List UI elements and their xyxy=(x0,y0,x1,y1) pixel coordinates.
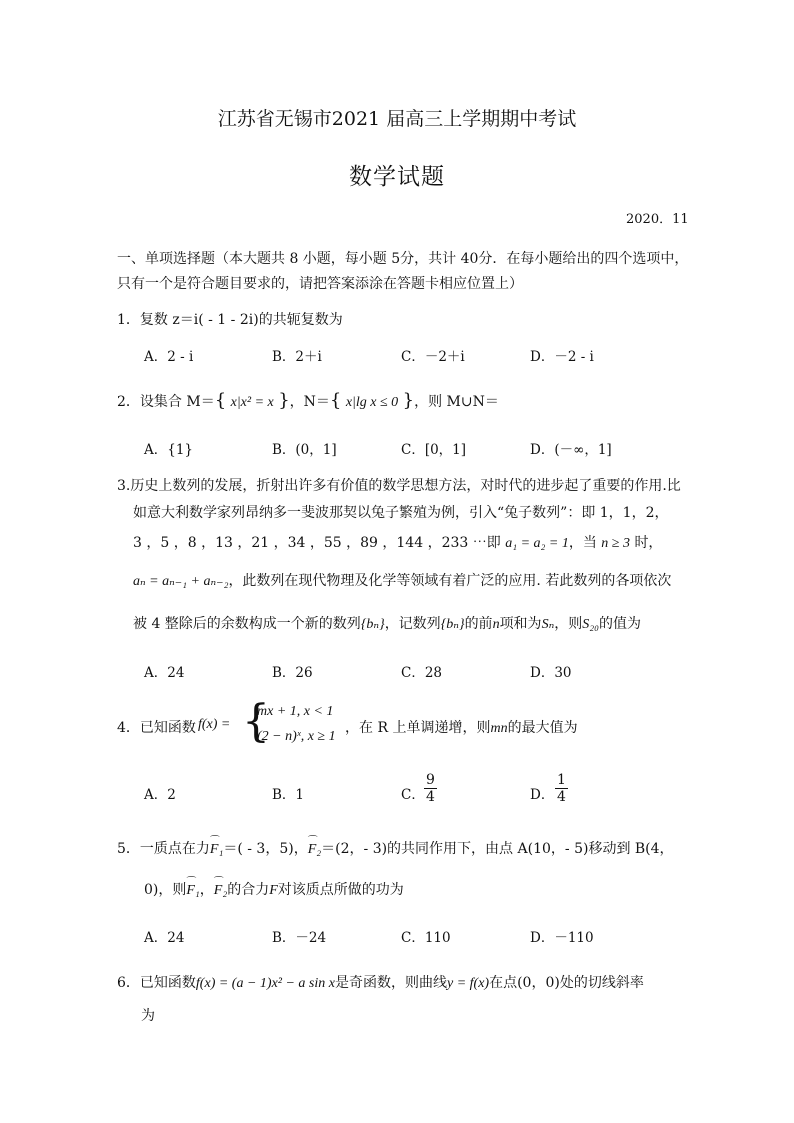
q3-option-a: A．24 xyxy=(144,665,185,681)
q5-line1-a: 5．一质点在力 xyxy=(117,841,210,857)
q6-stem-start: 6．已知函数 xyxy=(117,975,196,991)
q2-set-n: x|lg x ≤ 0 xyxy=(345,395,399,410)
q2-brace-close-2: } xyxy=(402,390,415,411)
q3-line4-text: ，此数列在现代物理及化学等领域有着广泛的应用. 若此数列的各项依次 xyxy=(228,573,672,589)
q4-mn: mn xyxy=(490,721,508,736)
q5-option-a: A．24 xyxy=(144,930,185,946)
q3-line5-d: 项和为 xyxy=(499,616,542,632)
q5-line2-sep: ， xyxy=(199,882,214,898)
q6-line2: 为 xyxy=(141,1008,155,1024)
q6-stem-end: 在点(0，0)处的切线斜率 xyxy=(489,975,644,991)
q3-line3-end: 时， xyxy=(634,535,663,551)
q5-line2-c: 对该质点所做的功为 xyxy=(277,882,404,898)
q4-option-d-den: 4 xyxy=(557,789,566,805)
q5-option-b: B．－24 xyxy=(272,930,327,946)
section-instructions-line2: 只有一个是符合题目要求的，请把答案添涂在答题卡相应位置上） xyxy=(117,276,523,292)
q5-vector-f1: ⌒ F₁ xyxy=(210,842,223,858)
exam-subtitle: 数学试题 xyxy=(349,164,445,190)
q1-stem: 1．复数 z＝i( - 1 - 2i)的共轭复数为 xyxy=(117,312,343,328)
exam-title: 江苏省无锡市2021 届高三上学期期中考试 xyxy=(217,108,577,130)
q2-option-c: C．[0，1] xyxy=(401,442,467,458)
q5-vector-f2-ref: ⌒ F₂ xyxy=(214,883,227,899)
q2-mid: ，N＝ xyxy=(289,394,330,410)
q2-brace-close: } xyxy=(278,390,290,411)
exam-date: 2020．11 xyxy=(626,212,689,227)
q1-option-c: C．－2＋i xyxy=(401,349,465,365)
q4-stem-end: 的最大值为 xyxy=(507,720,578,736)
q2-brace-open: { xyxy=(214,390,227,411)
q6-stem xyxy=(117,972,644,992)
q6-stem-mid: 是奇函数，则曲线 xyxy=(334,975,447,991)
q3-condition: n ≥ 3 xyxy=(601,536,630,551)
q4-case-2: (2 − n)ˣ, x ≥ 1 xyxy=(257,729,336,744)
q6-curve: y = f(x) xyxy=(446,976,490,991)
q4-stem-start: 4．已知函数 xyxy=(117,720,196,736)
q2-option-a: A．{1} xyxy=(144,442,194,458)
section-instructions-line1: 一、单项选择题（本大题共 8 小题，每小题 5分，共计 40分．在每小题给出的四个选项中， xyxy=(117,251,689,267)
q4-option-c-den: 4 xyxy=(426,789,435,805)
q3-line3-mid: ，当 xyxy=(568,535,597,551)
q2-stem-end: ，则 M∪N＝ xyxy=(414,394,499,410)
q3-s20: S₂₀ xyxy=(582,617,599,632)
q5-resultant-f: F xyxy=(269,883,278,898)
q4-option-d-num: 1 xyxy=(557,772,566,788)
q3-line5-b: ，记数列 xyxy=(384,616,441,632)
q3-bn: {bₙ} xyxy=(360,617,385,632)
q5-line2 xyxy=(144,879,404,899)
q2-stem-start: 2．设集合 M＝ xyxy=(117,394,215,410)
q1-option-d: D．－2 - i xyxy=(530,349,594,365)
q3-initial-terms: a₁ = a₂ = 1 xyxy=(505,536,569,551)
q5-vector-f2: ⌒ F₂ xyxy=(308,842,321,858)
q3-sn: Sₙ xyxy=(541,617,555,632)
q3-line1: 3.历史上数列的发展，折射出许多有价值的数学思想方法，对时代的进步起了重要的作用.比 xyxy=(117,478,681,494)
q2-option-b: B．(0，1] xyxy=(272,442,337,458)
q4-option-c-label: C． xyxy=(401,787,425,803)
q3-line4 xyxy=(133,570,671,590)
q3-line5-e: ，则 xyxy=(554,616,583,632)
q4-option-b: B．1 xyxy=(272,787,305,803)
q3-option-d: D．30 xyxy=(530,665,572,681)
q4-option-c-num: 9 xyxy=(426,772,435,788)
q3-sequence: 3 ，5 ，8 ，13 ，21 ，34 ，55 ，89 ，144 ，233 ⋯即 xyxy=(133,535,501,551)
q2-stem xyxy=(117,390,499,411)
q5-line1-b: ＝( - 3，5)， xyxy=(223,841,308,857)
q4-fx: f(x) = xyxy=(198,717,231,732)
q5-line1-c: ＝(2，- 3)的共同作用下，由点 A(10，- 5)移动到 B(4， xyxy=(321,841,674,857)
q5-line2-a: 0)，则 xyxy=(144,882,187,898)
q3-line5-c: 的前 xyxy=(464,616,493,632)
q5-line2-b: 的合力 xyxy=(227,882,270,898)
q6-function: f(x) = (a − 1)x² − a sin x xyxy=(195,976,335,991)
q3-recurrence: aₙ = aₙ₋₁ + aₙ₋₂ xyxy=(133,574,229,589)
q4-option-d-label: D． xyxy=(530,787,555,803)
q3-bn-2: {bₙ} xyxy=(440,617,465,632)
q4-option-a: A．2 xyxy=(144,787,176,803)
q3-line5-f: 的值为 xyxy=(598,616,641,632)
q5-option-c: C．110 xyxy=(401,930,451,946)
q2-set-m: x|x² = x xyxy=(230,395,274,410)
q3-line3 xyxy=(133,532,662,552)
q5-line1 xyxy=(117,838,674,858)
q2-brace-open-2: { xyxy=(329,390,342,411)
q3-option-c: C．28 xyxy=(401,665,443,681)
q4-piecewise-brace: { xyxy=(242,696,270,747)
q4-option-d-fraction xyxy=(555,772,568,805)
q4-stem-rest xyxy=(345,717,578,737)
q3-line2: 如意大利数学家列昂纳多一斐波那契以兔子繁殖为例，引入“兔子数列”：即 1，1，2， xyxy=(133,505,669,521)
q3-line5-a: 被 4 整除后的余数构成一个新的数列 xyxy=(133,616,361,632)
q3-option-b: B．26 xyxy=(272,665,313,681)
q1-option-a: A．2 - i xyxy=(144,349,194,365)
q4-stem-mid: ，在 R 上单调递增，则 xyxy=(345,720,491,736)
q3-line5 xyxy=(133,613,641,633)
q4-case-1: mx + 1, x < 1 xyxy=(257,704,334,719)
q3-n: n xyxy=(492,617,500,632)
q5-option-d: D．－110 xyxy=(530,930,594,946)
q2-option-d: D．(－∞，1] xyxy=(530,442,612,458)
q5-vector-f1-ref: ⌒ F₁ xyxy=(186,883,199,899)
q1-option-b: B．2＋i xyxy=(272,349,322,365)
q4-option-c-fraction xyxy=(424,772,437,805)
